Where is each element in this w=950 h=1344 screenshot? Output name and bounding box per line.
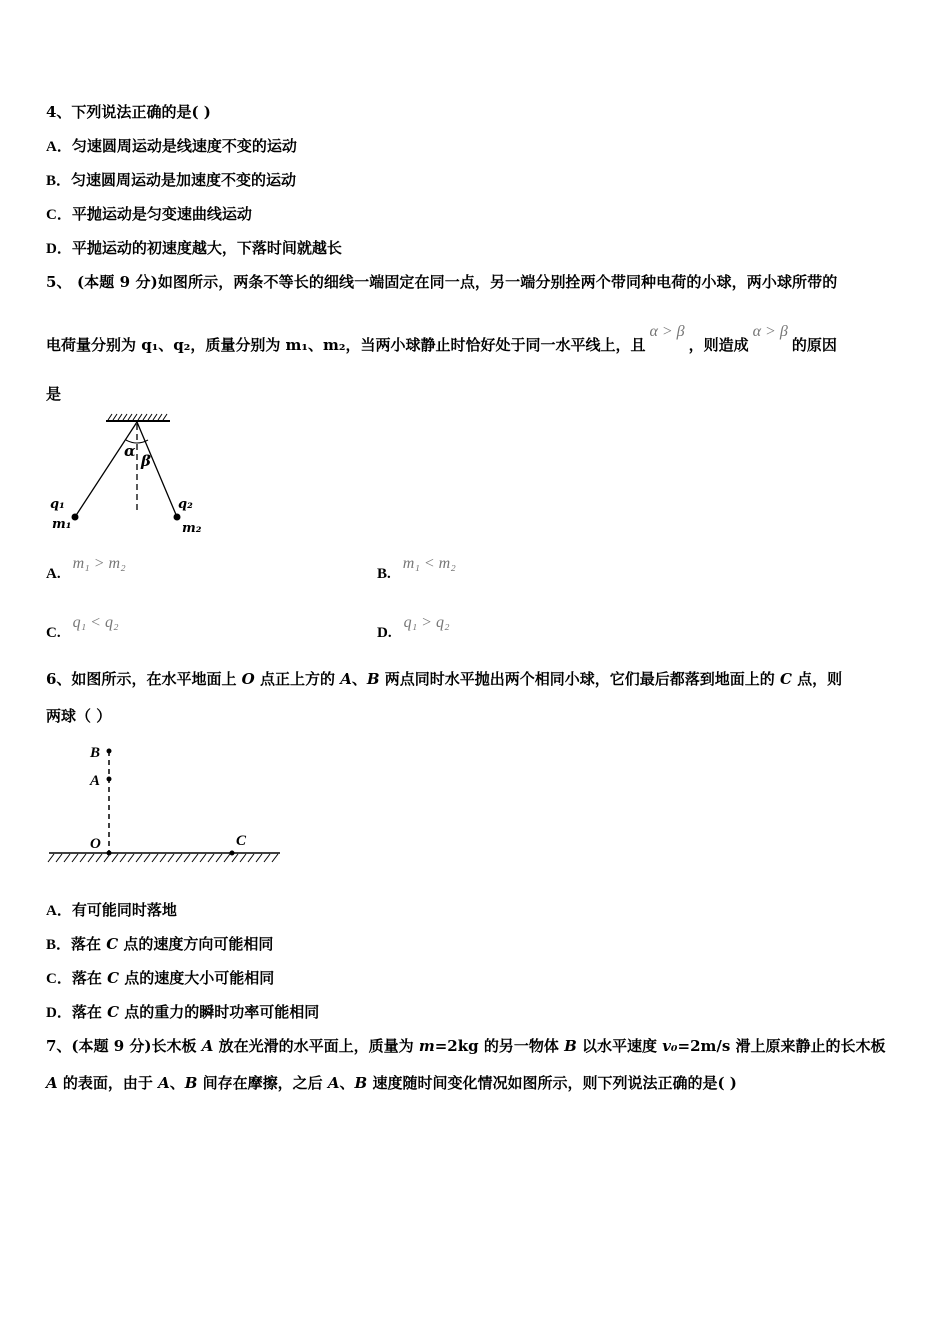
ground-hatch <box>240 854 246 862</box>
q1-label: q₁ <box>50 497 65 512</box>
q4-option-d <box>46 238 342 259</box>
option-label: C． <box>46 207 72 223</box>
condition-formula: α > β <box>752 323 788 340</box>
ground-hatch <box>136 854 142 862</box>
m1-label: m₁ <box>52 517 72 532</box>
var-b: B <box>354 1074 368 1092</box>
text: 的表面，由于 <box>57 1074 159 1092</box>
label-c: C <box>236 833 247 849</box>
ground-hatch <box>168 854 174 862</box>
var-a: A <box>158 1074 170 1092</box>
ground-hatch <box>272 854 278 862</box>
option-text: 平抛运动的初速度越大，下落时间就越长 <box>71 239 342 257</box>
text: 、 <box>169 1074 185 1092</box>
point-c: C <box>107 969 120 987</box>
q5-line2 <box>46 323 837 356</box>
option-label: D． <box>46 241 72 257</box>
option-formula: q₁ > q₂ <box>403 614 450 631</box>
ground-hatch <box>176 854 182 862</box>
q6-line2: 两球（ ） <box>46 707 112 725</box>
text: 两点同时水平抛出两个相同小球，它们最后都落到地面上的 <box>379 670 780 688</box>
label-a: A <box>90 773 101 789</box>
option-label: D. <box>377 625 392 641</box>
point-b: B <box>366 670 380 688</box>
option-label: D． <box>46 1005 72 1021</box>
option-text: 落在 <box>71 1003 108 1021</box>
q4-option-a <box>46 136 297 157</box>
option-formula: m₁ > m₂ <box>72 555 126 572</box>
text: 7、(本题 9 分)长木板 <box>46 1037 202 1055</box>
ground-hatch <box>192 854 198 862</box>
ground-hatch <box>88 854 94 862</box>
point-c: C <box>107 1003 120 1021</box>
option-text: 点的速度方向可能相同 <box>118 935 274 953</box>
option-text: 匀速圆周运动是加速度不变的运动 <box>71 171 297 189</box>
projectile-figure <box>40 735 290 870</box>
point-c: C <box>780 670 792 688</box>
ground-hatch <box>208 854 214 862</box>
ground-hatch <box>144 854 150 862</box>
text: =2kg 的另一物体 <box>434 1037 565 1055</box>
text: 速度随时间变化情况如图所示，则下列说法正确的是( ) <box>367 1074 737 1092</box>
point-o: O <box>241 670 255 688</box>
ground-hatch <box>160 854 166 862</box>
point-a: A <box>340 670 352 688</box>
ground-hatch <box>256 854 262 862</box>
ground-hatch <box>216 854 222 862</box>
option-text: 有可能同时落地 <box>71 901 177 919</box>
option-label: A． <box>46 139 72 155</box>
q6-option-c <box>46 968 274 989</box>
q2-label: q₂ <box>178 497 193 512</box>
text: 点正上方的 <box>254 670 341 688</box>
option-text: 平抛运动是匀变速曲线运动 <box>71 205 252 223</box>
ground-hatch <box>72 854 78 862</box>
option-label: A． <box>46 903 72 919</box>
text: 以水平速度 <box>576 1037 663 1055</box>
var-a: A <box>46 1074 58 1092</box>
ground-hatch <box>264 854 270 862</box>
q5-line2a: 电荷量分别为 q₁、q₂，质量分别为 m₁、m₂，当两小球静止时恰好处于同一水平线上，且 <box>46 336 646 354</box>
q4-option-b <box>46 170 296 191</box>
ground-hatch <box>104 854 110 862</box>
ground-hatch <box>112 854 118 862</box>
option-formula: q₁ < q₂ <box>72 614 119 631</box>
q5-line1: 5、 (本题 9 分)如图所示，两条不等长的细线一端固定在同一点，另一端分别拴两个带同种电荷的小球，两小球所带的 <box>46 273 838 291</box>
var-a: A <box>201 1037 214 1055</box>
option-label: B． <box>46 173 72 189</box>
option-formula: m₁ < m₂ <box>402 555 456 572</box>
q7-line1 <box>46 1036 886 1056</box>
option-text: 落在 <box>71 935 107 953</box>
ground-hatch <box>120 854 126 862</box>
ground-hatch <box>128 854 134 862</box>
q5-line3: 是 <box>46 385 62 403</box>
option-label: B． <box>46 937 72 953</box>
text: 点，则 <box>791 670 843 688</box>
option-text: 落在 <box>71 969 108 987</box>
beta-label: β <box>141 452 151 470</box>
q6-option-a <box>46 900 177 921</box>
q4-stem: 4、下列说法正确的是( ) <box>46 103 211 121</box>
ground-hatch <box>96 854 102 862</box>
q5-option-d <box>377 614 450 643</box>
option-label: A. <box>46 566 61 582</box>
option-text: 点的重力的瞬时功率可能相同 <box>119 1003 320 1021</box>
point-c: C <box>106 935 119 953</box>
ground-hatch <box>48 854 54 862</box>
condition-formula: α > β <box>649 323 685 340</box>
q4-option-c <box>46 204 252 225</box>
q6-option-d <box>46 1002 319 1023</box>
label-o: O <box>90 836 101 852</box>
ground-hatch <box>248 854 254 862</box>
option-text: 点的速度大小可能相同 <box>119 969 275 987</box>
text: 、 <box>351 670 367 688</box>
ground-hatch <box>64 854 70 862</box>
text: 6、如图所示，在水平地面上 <box>46 670 242 688</box>
var-m: m <box>418 1037 435 1055</box>
text: 间存在摩擦，之后 <box>197 1074 328 1092</box>
ground-hatch <box>224 854 230 862</box>
q5-option-c <box>46 614 119 643</box>
q5-option-b <box>377 555 456 584</box>
ground-hatch <box>56 854 62 862</box>
q5-line2b: ，则造成 <box>688 336 749 354</box>
q5-line2c: 的原因 <box>791 336 837 354</box>
alpha-label: α <box>124 442 136 460</box>
q5-option-a <box>46 555 126 584</box>
option-label: C. <box>46 625 61 641</box>
var-b: B <box>564 1037 577 1055</box>
option-label: C． <box>46 971 72 987</box>
var-a: A <box>327 1074 340 1092</box>
q6-option-b <box>46 934 273 955</box>
ground-hatch <box>152 854 158 862</box>
ground-hatch <box>200 854 206 862</box>
var-b: B <box>184 1074 198 1092</box>
text: 、 <box>339 1074 355 1092</box>
option-text: 匀速圆周运动是线速度不变的运动 <box>71 137 297 155</box>
label-b: B <box>90 745 101 761</box>
var-v0: v₀ <box>662 1037 678 1055</box>
ground-hatch <box>80 854 86 862</box>
text: =2m/s 滑上原来静止的长木板 <box>677 1037 886 1055</box>
text: 放在光滑的水平面上，质量为 <box>213 1037 419 1055</box>
q7-line2 <box>46 1073 737 1093</box>
option-label: B. <box>377 566 391 582</box>
m2-label: m₂ <box>182 521 202 536</box>
q6-line1 <box>46 669 842 689</box>
ground-hatch <box>184 854 190 862</box>
pendulum-figure <box>40 410 220 540</box>
